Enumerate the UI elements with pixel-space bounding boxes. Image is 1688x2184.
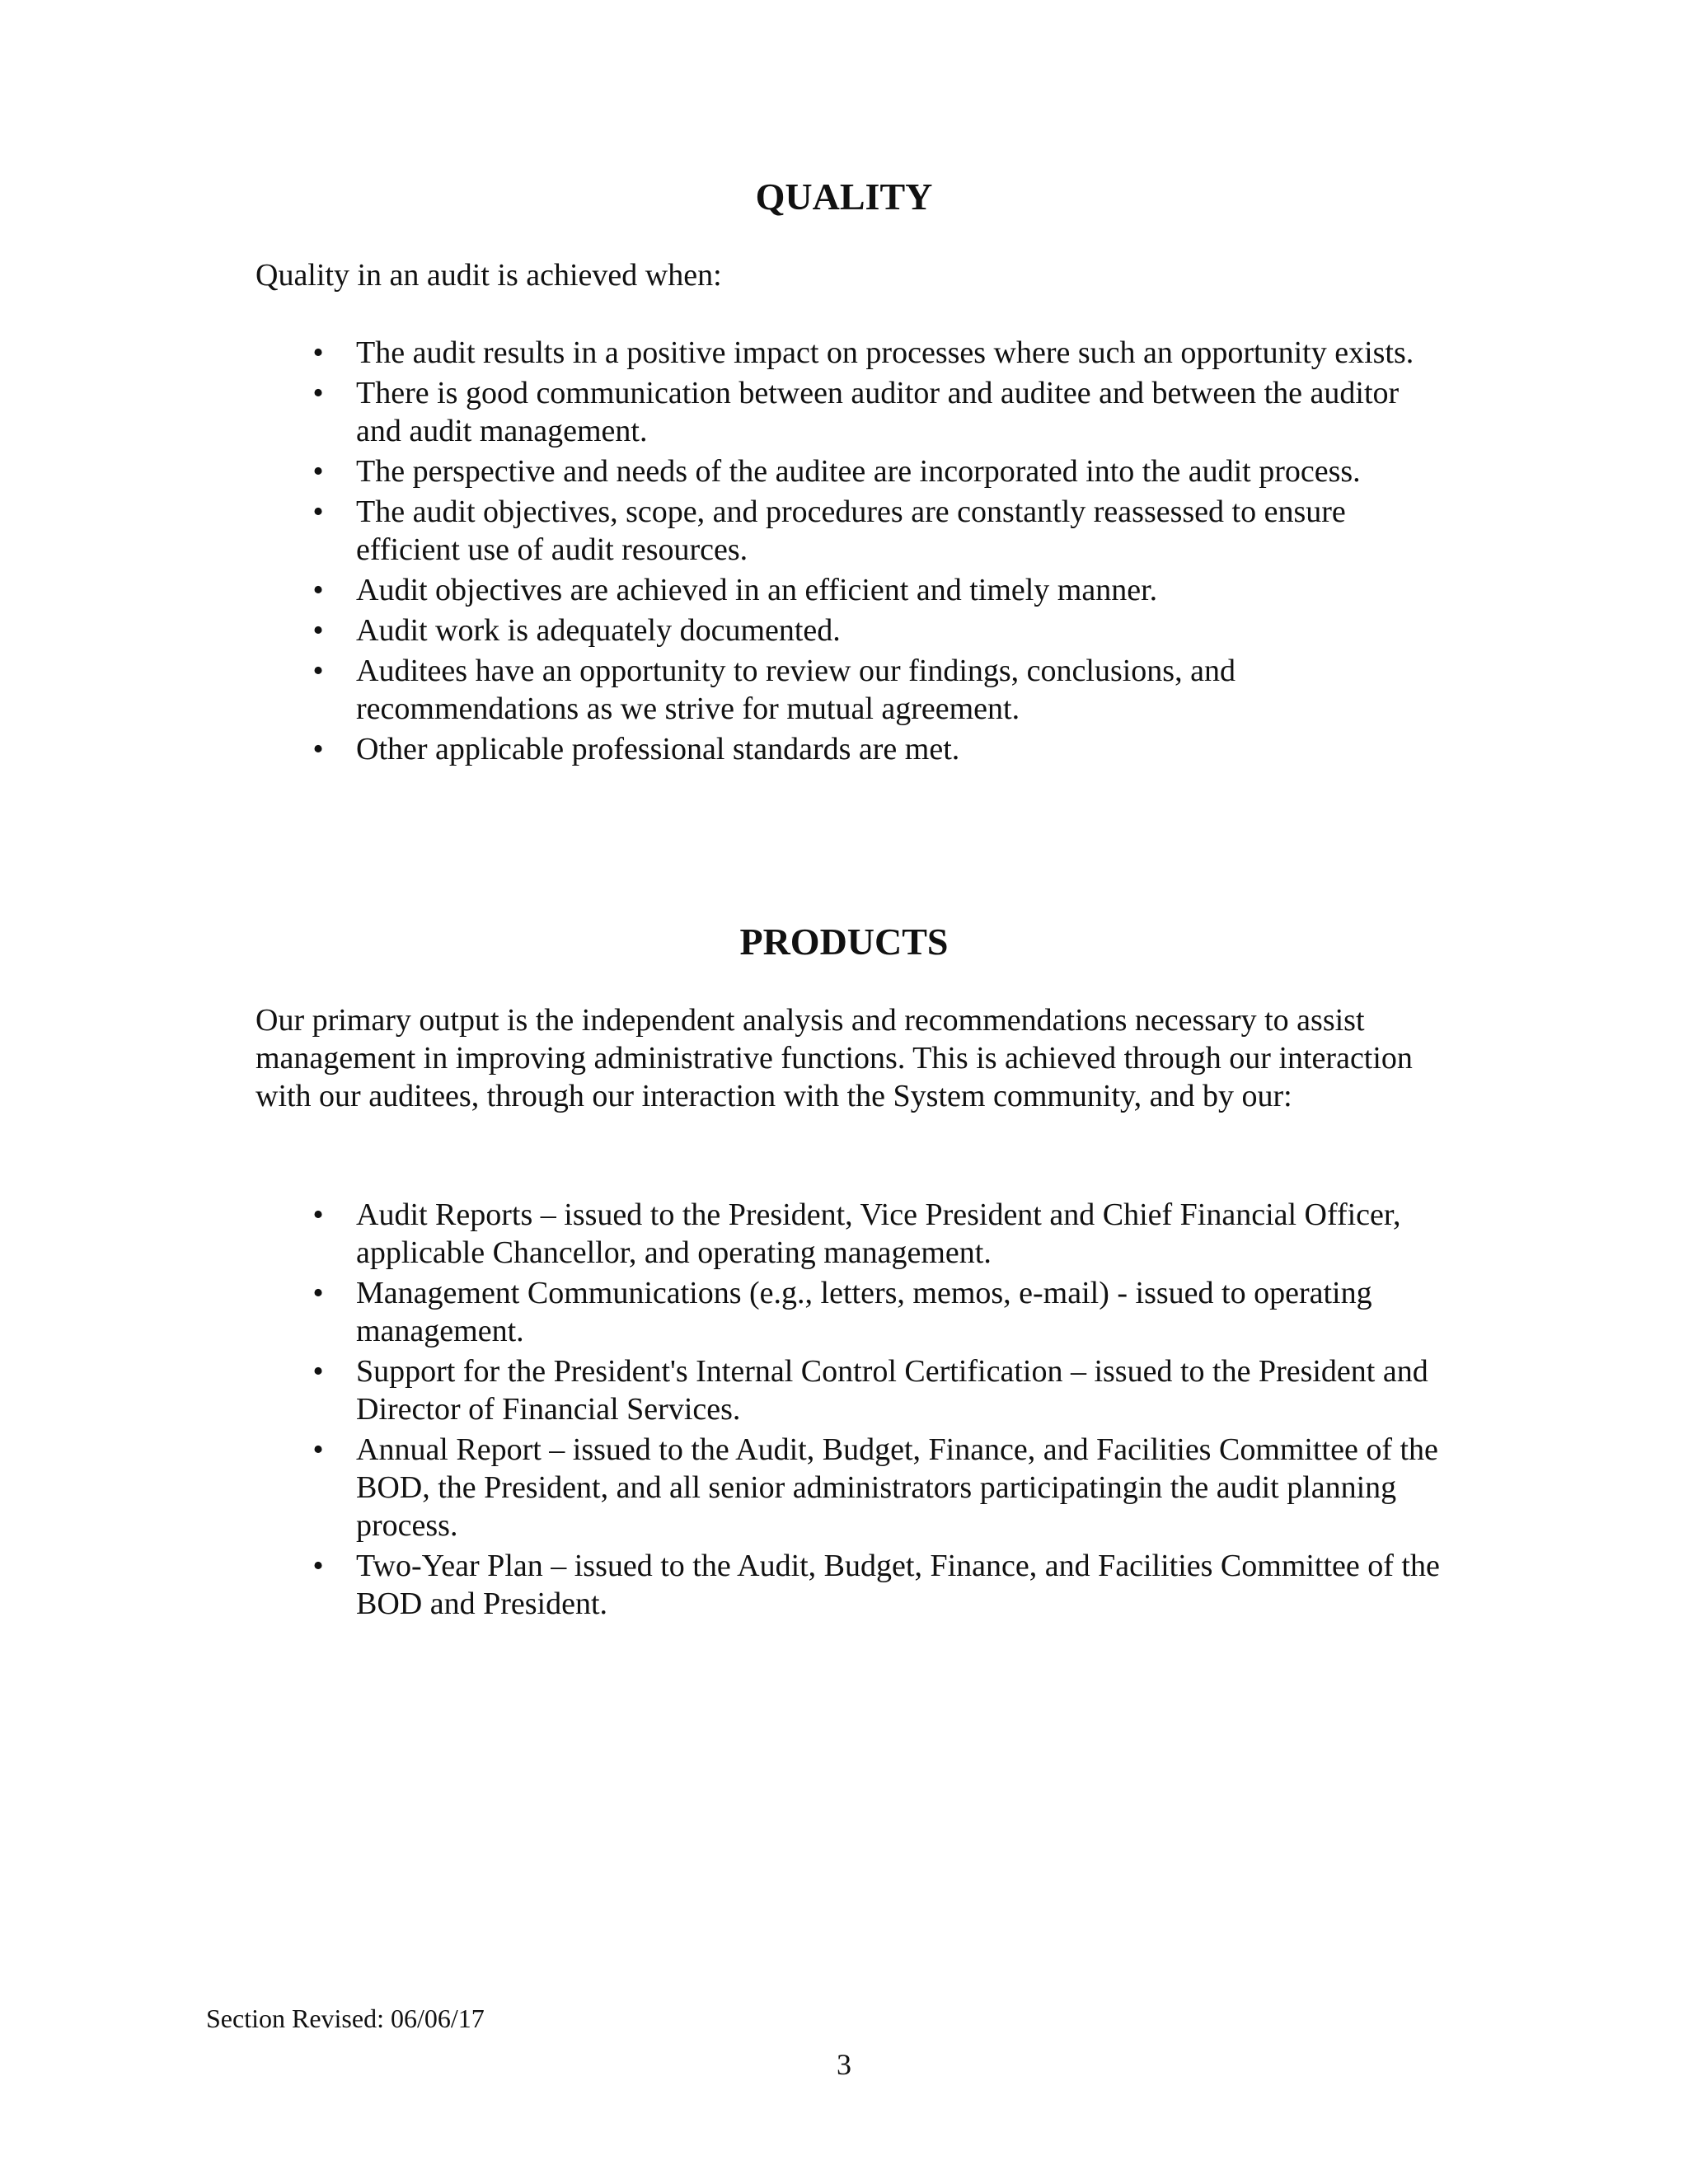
bullet-icon: • [312, 573, 324, 607]
list-item [256, 612, 1442, 649]
list-item [256, 1352, 1442, 1428]
products-intro: Our primary output is the independent analysis and recommendations necessary to assist management in improving administrative functions. This is achieved through our interaction with our auditees, through our interaction with the System community, and by our: [256, 1003, 1413, 1113]
bullet-icon: • [312, 1354, 324, 1389]
bullet-icon: • [312, 732, 324, 766]
quality-bullet-list [256, 334, 1442, 771]
bullet-icon: • [312, 1432, 324, 1467]
list-item [256, 1196, 1442, 1272]
list-item [256, 452, 1442, 490]
list-item-text: Audit work is adequately documented. [356, 613, 841, 648]
bullet-icon: • [312, 1549, 324, 1583]
bullet-icon: • [312, 376, 324, 410]
bullet-icon: • [312, 1197, 324, 1232]
list-item [256, 334, 1442, 372]
list-item-text: The perspective and needs of the auditee are incorporated into the audit process. [356, 454, 1361, 489]
list-item-text: Annual Report – issued to the Audit, Budget, Finance, and Facilities Committee of the BOD, the President, and all senior administrators participatingin the audit planning process. [356, 1432, 1438, 1543]
list-item-text: The audit results in a positive impact on processes where such an opportunity exists. [356, 335, 1414, 370]
bullet-icon: • [312, 654, 324, 688]
quality-intro: Quality in an audit is achieved when: [256, 258, 722, 293]
list-item [256, 1547, 1442, 1623]
list-item-text: There is good communication between auditor and auditee and between the auditor and audit management. [356, 376, 1400, 448]
list-item [256, 730, 1442, 768]
products-bullet-list [256, 1196, 1442, 1625]
list-item-text: The audit objectives, scope, and procedures are constantly reassessed to ensure efficient use of audit resources. [356, 494, 1346, 567]
list-item-text: Two-Year Plan – issued to the Audit, Budget, Finance, and Facilities Committee of the BOD and President. [356, 1549, 1440, 1621]
list-item [256, 1431, 1442, 1544]
list-item [256, 493, 1442, 569]
list-item [256, 374, 1442, 450]
list-item-text: Support for the President's Internal Control Certification – issued to the President and Director of Financial Services. [356, 1354, 1428, 1427]
bullet-icon: • [312, 613, 324, 648]
list-item-text: Auditees have an opportunity to review our findings, conclusions, and recommendations as we strive for mutual agreement. [356, 654, 1236, 726]
list-item [256, 1274, 1442, 1350]
list-item-text: Audit objectives are achieved in an efficient and timely manner. [356, 573, 1158, 607]
bullet-icon: • [312, 335, 324, 370]
bullet-icon: • [312, 494, 324, 529]
section-revised-note: Section Revised: 06/06/17 [206, 2004, 485, 2033]
quality-heading: QUALITY [755, 176, 933, 218]
bullet-icon: • [312, 1276, 324, 1310]
bullet-icon: • [312, 454, 324, 489]
list-item-text: Audit Reports – issued to the President, Vice President and Chief Financial Officer, applicable Chancellor, and operating management. [356, 1197, 1401, 1270]
products-heading: PRODUCTS [739, 921, 949, 963]
list-item-text: Other applicable professional standards are met. [356, 732, 960, 766]
page-number: 3 [837, 2048, 851, 2081]
list-item-text: Management Communications (e.g., letters, memos, e-mail) - issued to operating management. [356, 1276, 1372, 1348]
list-item [256, 571, 1442, 609]
list-item [256, 652, 1442, 728]
